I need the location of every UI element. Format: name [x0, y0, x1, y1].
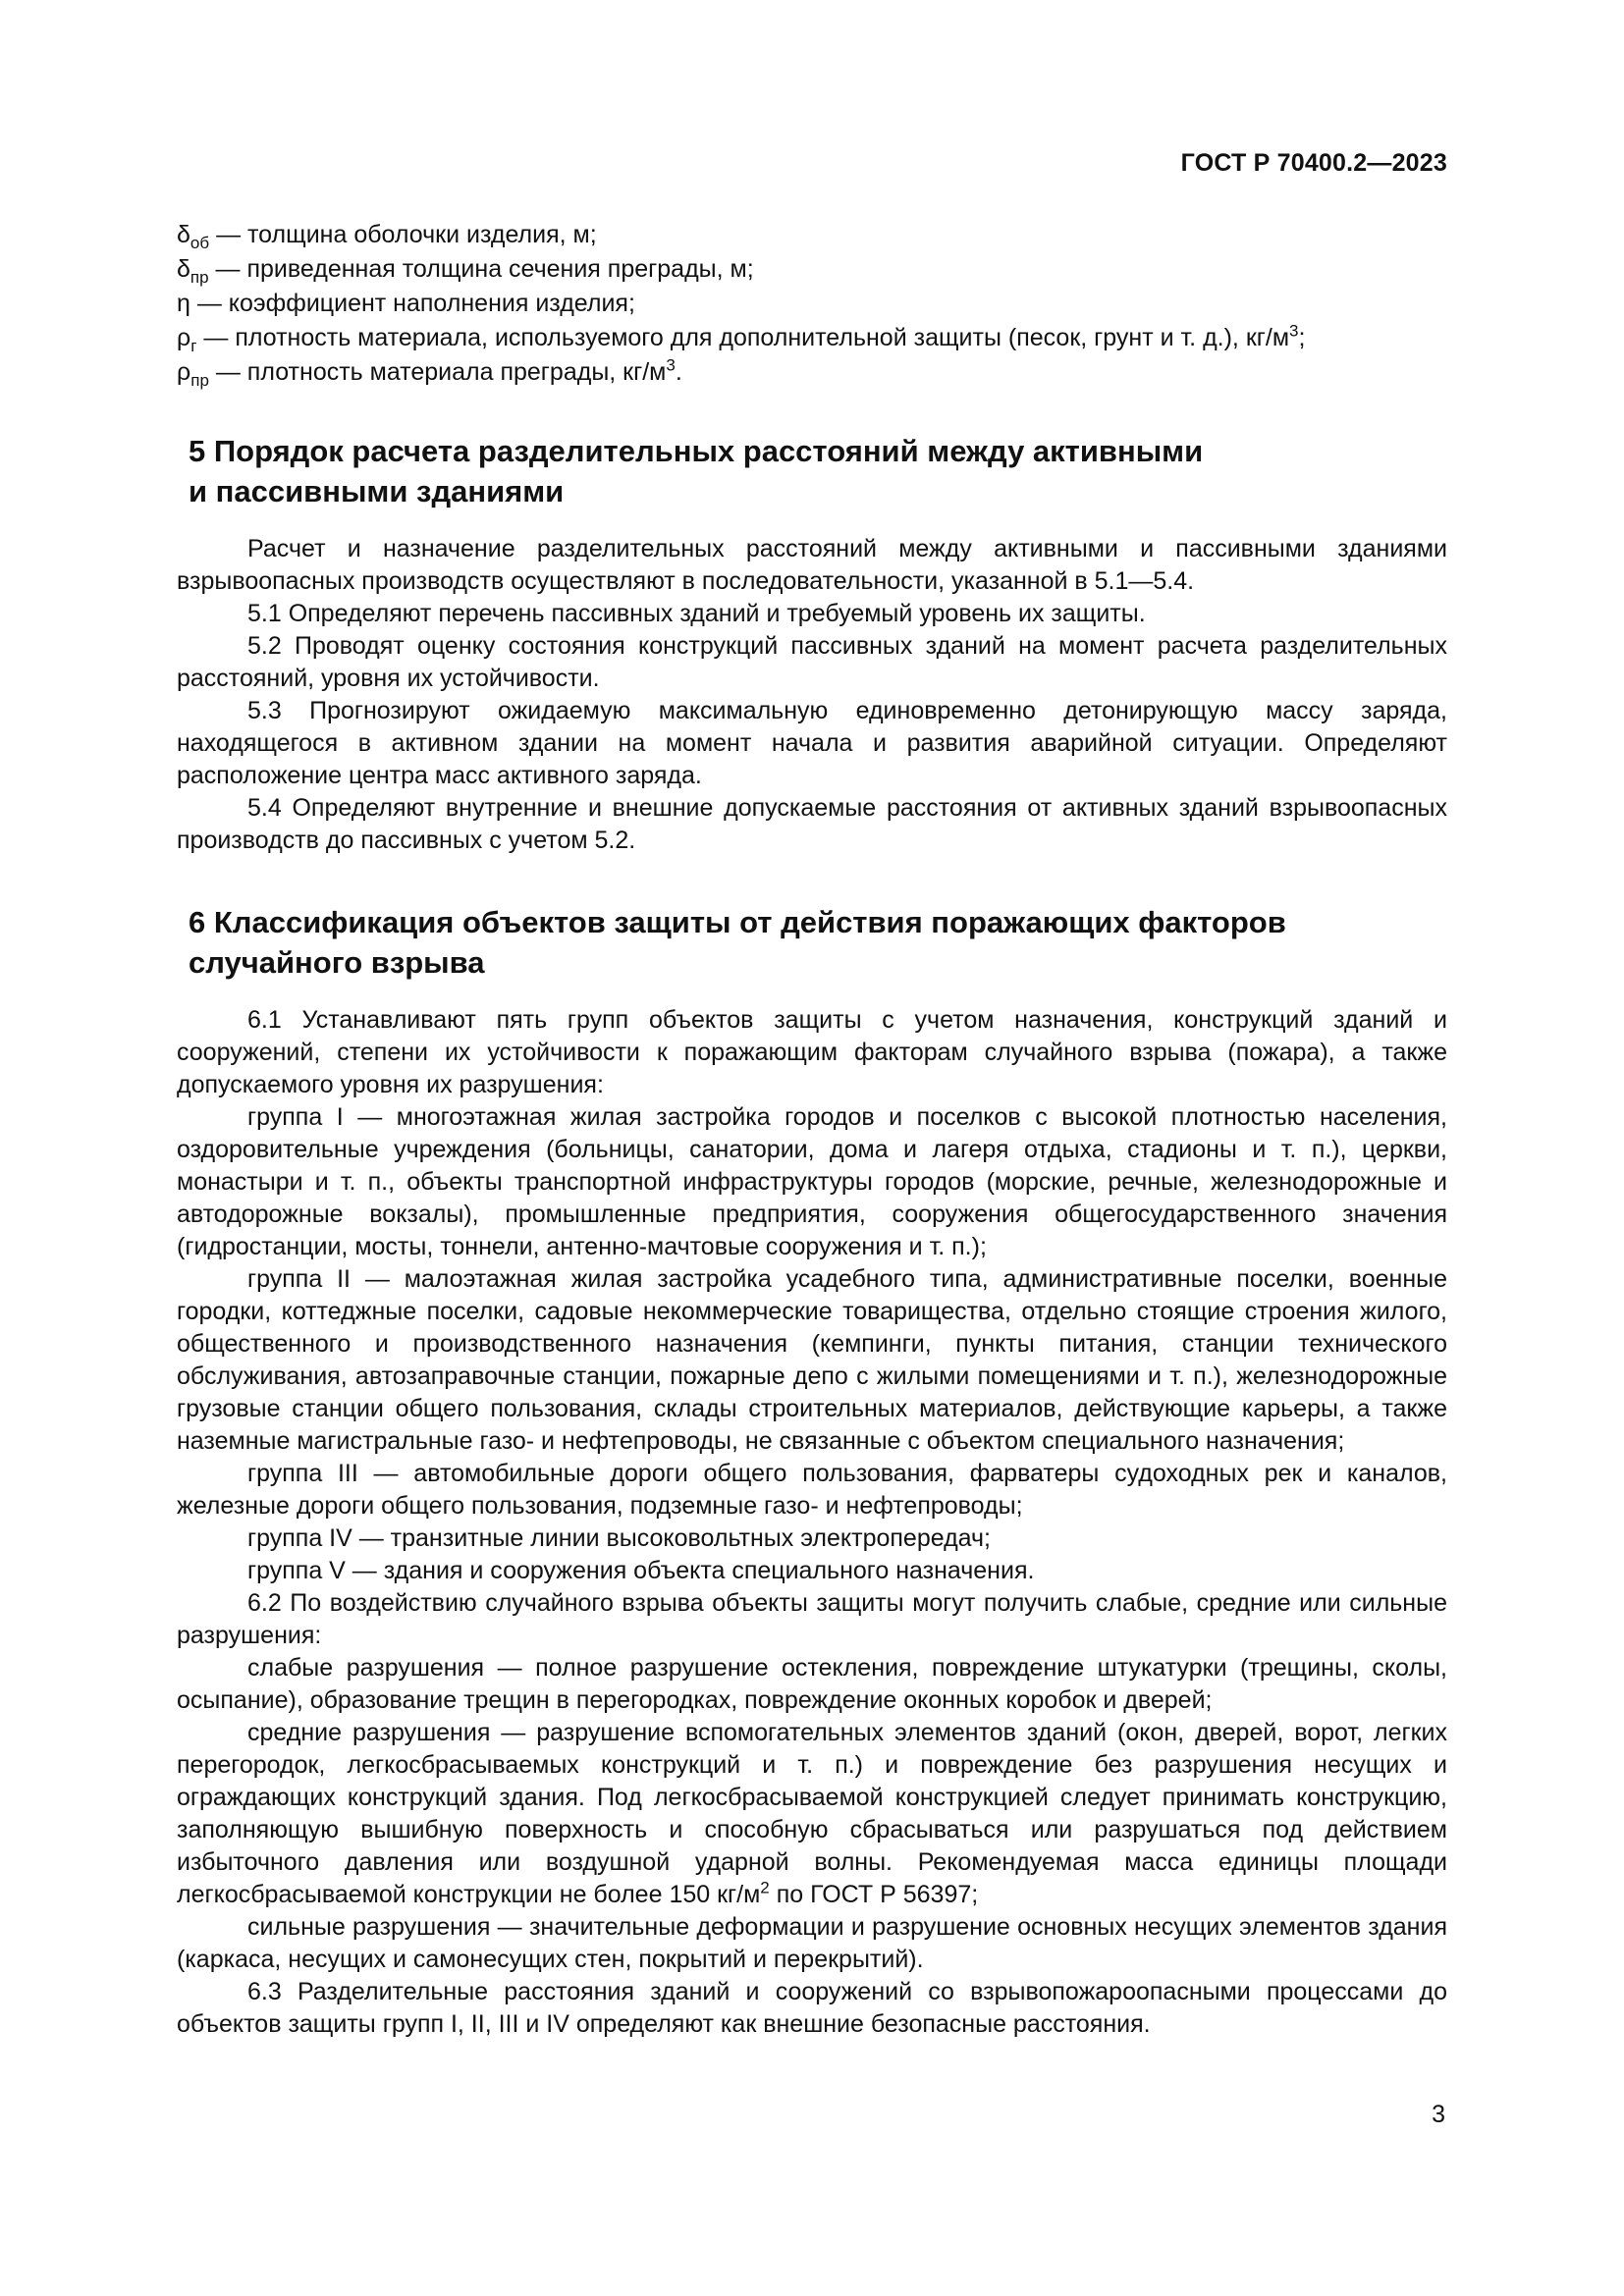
section-6-heading: 6 Классификация объектов защиты от действия поражающих факторов случайного взрыва	[189, 905, 1286, 980]
group-2: группа II — малоэтажная жилая застройка усадебного типа, административные поселки, военные городки, коттеджные поселки, садовые некоммерческие товарищества, отдельно стоящие строения жилого, общественного и производственного назначения (кемпинги, пункты питания, станции технического обслуживания, автозаправочные станции, пожарные депо с жилыми помещениями и т. п.), железнодорожные грузовые станции общего пользования, склады строительных материалов, действующие карьеры, а также наземные магистральные газо- и нефтепроводы, не связанные с объектом специального назначения;	[177, 1265, 1447, 1455]
standard-header: ГОСТ Р 70400.2—2023	[1180, 149, 1447, 177]
damage-light: слабые разрушения — полное разрушение остекления, повреждение штукатурки (трещины, сколы, осыпание), образование трещин в перегородках, повреждение оконных коробок и дверей;	[177, 1654, 1447, 1714]
group-1: группа I — многоэтажная жилая застройка городов и поселков с высокой плотностью населения, оздоровительные учреждения (больницы, санатории, дома и лагеря отдыха, стадионы и т. п.), церкви, монастыри и т. п., объекты транспортной инфраструктуры городов (морские, речные, железнодорожные и автодорожные вокзалы), промышленные предприятия, сооружения общегосударственного значения (гидростанции, мосты, тоннели, антенно-мачтовые сооружения и т. п.);	[177, 1103, 1447, 1260]
clause-6-1: 6.1 Устанавливают пять групп объектов защиты с учетом назначения, конструкций зданий и сооружений, степени их устойчивости к поражающим факторам случайного взрыва (пожара), а также допускаемого уровня их разрушения:	[177, 1006, 1447, 1098]
clause-6-2: 6.2 По воздействию случайного взрыва объекты защиты могут получить слабые, средние или сильные разрушения:	[177, 1589, 1447, 1649]
symbol-line: $\delta_{пр}$ — приведенная толщина сечения преграды, м;	[177, 255, 754, 287]
clause-5-2: 5.2 Проводят оценку состояния конструкций пассивных зданий на момент расчета разделительных расстояний, уровня их устойчивости.	[177, 632, 1447, 692]
clause-5-4: 5.4 Определяют внутренние и внешние допускаемые расстояния от активных зданий взрывоопасных производств до пассивных с учетом 5.2.	[177, 794, 1447, 854]
clause-5-1: 5.1 Определяют перечень пассивных зданий и требуемый уровень их защиты.	[247, 600, 1146, 627]
symbols-list	[177, 218, 1447, 390]
clause-5-3: 5.3 Прогнозируют ожидаемую максимальную единовременно детонирующую массу заряда, находящегося в активном здании на момент начала и развития аварийной ситуации. Определяют расположение центра масс активного заряда.	[177, 697, 1447, 789]
group-5: группа V — здания и сооружения объекта специального назначения.	[247, 1557, 1035, 1584]
symbol-line: $\rho_г$ — плотность материала, используемого для дополнительной защиты (песок, грунт и т. д.), $кг/м^3$;	[177, 321, 1306, 355]
group-3: группа III — автомобильные дороги общего пользования, фарватеры судоходных рек и каналов, железные дороги общего пользования, подземные газо- и нефтепроводы;	[177, 1460, 1447, 1520]
symbol-line: η — коэффициент наполнения изделия;	[177, 290, 635, 317]
section-5-intro: Расчет и назначение разделительных расстояний между активными и пассивными зданиями взрывоопасных производств осуществляют в последовательности, указанной в 5.1—5.4.	[177, 535, 1447, 595]
symbol-line: $\rho_{пр}$ — плотность материала преграды, $кг/м^3$.	[177, 355, 682, 390]
damage-medium: средние разрушения — разрушение вспомогательных элементов зданий (окон, дверей, ворот, легких перегородок, легкосбрасываемых конструкций и т. п.) и повреждение без разрушения несущих и ограждающих конструкций здания. Под легкосбрасываемой конструкцией следует принимать конструкцию, заполняющую вышибную поверхность и способную сбрасываться или разрушаться под действием избыточного давления или воздушной ударной волны. Рекомендуемая масса единицы площади легкосбрасываемой конструкции не более 150 $кг/м^2$ по ГОСТ Р 56397;	[177, 1719, 1447, 1908]
clause-6-3: 6.3 Разделительные расстояния зданий и сооружений со взрывопожароопасными процессами до объектов защиты групп I, II, III и IV определяют как внешние безопасные расстояния.	[177, 1978, 1447, 2038]
page-content	[177, 218, 1447, 2041]
page-number: 3	[1432, 2101, 1445, 2128]
group-4: группа IV — транзитные линии высоковольтных электропередач;	[247, 1524, 992, 1552]
section-5-heading: 5 Порядок расчета разделительных расстояний между активными и пассивными зданиями	[189, 434, 1204, 508]
damage-strong: сильные разрушения — значительные деформации и разрушение основных несущих элементов здания (каркаса, несущих и самонесущих стен, покрытий и перекрытий).	[177, 1913, 1447, 1973]
symbol-line: $\delta_{об}$ — толщина оболочки изделия, м;	[177, 221, 597, 252]
